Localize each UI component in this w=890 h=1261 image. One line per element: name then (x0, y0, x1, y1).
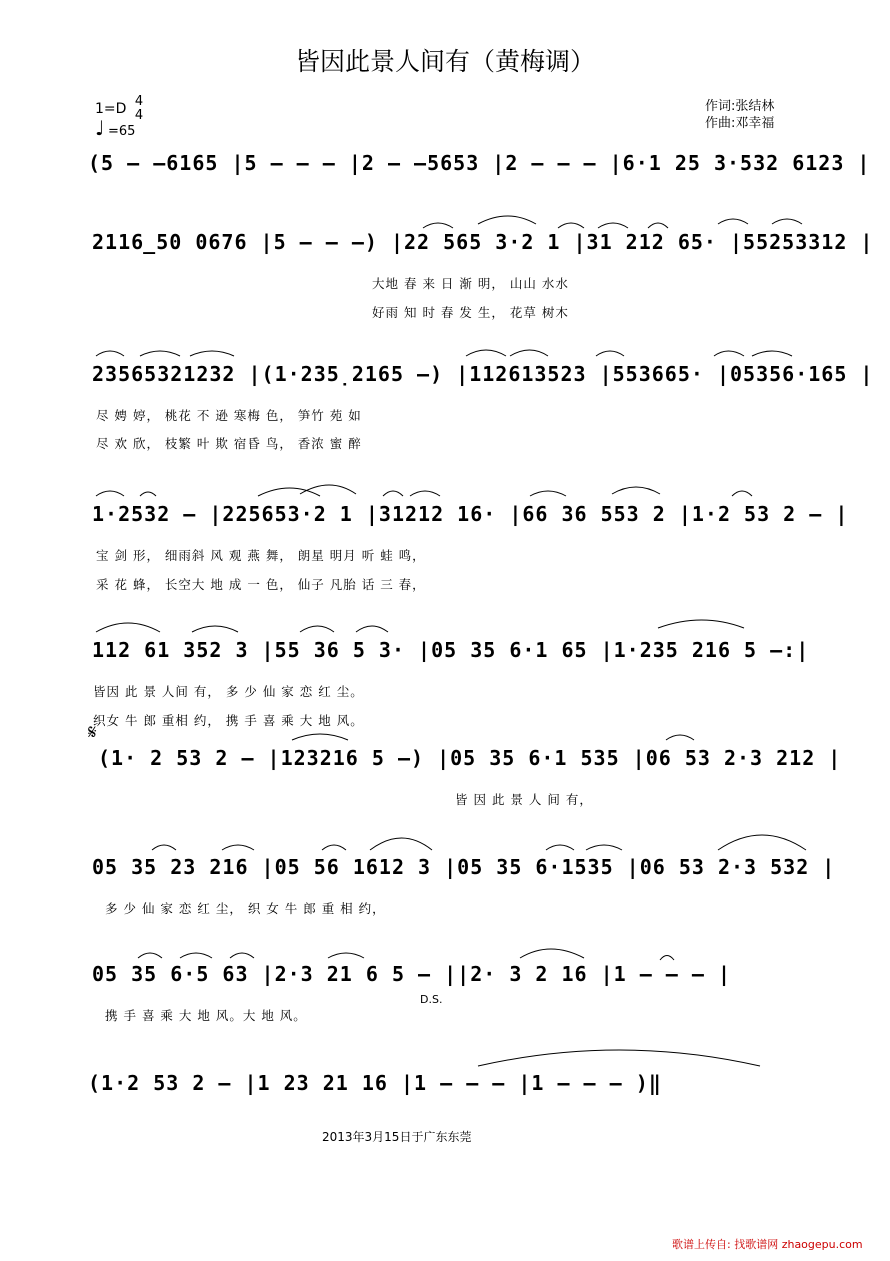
slur (772, 219, 802, 224)
time-bottom: 4 (134, 108, 144, 123)
score-row-5: 112 61 352 3 |55 36 5 3· |05 35 6·1 65 |1·235 216 5 –:| (92, 638, 810, 662)
slur (478, 216, 536, 224)
slur (96, 351, 124, 356)
slur (292, 734, 348, 740)
score-row-3: 23565321232 |(1·235̣2165 –) |112613523 |553665· |05356·165 | (92, 362, 874, 386)
slur (510, 350, 548, 356)
fermata (660, 956, 674, 961)
lyricist: 作词:张结林 (705, 99, 775, 114)
ds-mark: D.S. (420, 993, 443, 1006)
slur (180, 953, 212, 958)
slur (230, 953, 254, 958)
slur (598, 223, 628, 228)
slur (612, 487, 660, 494)
slur (383, 491, 403, 496)
lyric-row-7: 多 少 仙 家 恋 红 尘， 织 女 牛 郎 重 相 约， (105, 901, 386, 916)
lyric-row-3-verse-2: 尽 欢 欣， 枝繁 叶 欺 宿昏 鸟， 香浓 蜜 醉 (96, 436, 362, 451)
slur (586, 845, 622, 850)
slur (478, 1050, 760, 1066)
score-row-4: 1·2532 – |225653·2 1 |31212 16· |66 36 553 2 |1·2 53 2 – | (92, 502, 849, 526)
slur (546, 845, 574, 850)
slur (666, 735, 694, 740)
lyric-row-4-verse-1: 宝 剑 形， 细雨斜 风 观 燕 舞， 朗星 明月 听 蛙 鸣， (96, 548, 426, 563)
lyric-row-8: 携 手 喜 乘 大 地 风。大 地 风。 (105, 1008, 307, 1023)
slur (370, 838, 432, 850)
page-title: 皆因此景人间有（黄梅调） (294, 47, 595, 76)
score-row-2: 2116̲50 0676 |5 – – –) |22 565 3·2 1 |31 212 65· |55253312 | (92, 230, 874, 254)
source-note: 歌谱上传自: 找歌谱网 zhaogepu.com (672, 1238, 863, 1251)
slur (648, 223, 668, 228)
slur (466, 350, 506, 356)
slur (190, 351, 234, 356)
slur (732, 491, 752, 496)
slur (328, 953, 364, 958)
slur (96, 623, 160, 632)
lyric-row-3-verse-1: 尽 娉 婷， 桃花 不 逊 寒梅 色， 笋竹 苑 如 (96, 408, 362, 423)
slur (356, 626, 388, 632)
slur (530, 491, 566, 496)
slur (96, 491, 124, 496)
score-row-1: (5 – –6165 |5 – – – |2 – –5653 |2 – – – |6·1 25 3·532 6123 | (88, 151, 871, 175)
date-note: 2013年3月15日于广东东莞 (322, 1130, 472, 1144)
slur (222, 845, 254, 850)
slur (300, 485, 356, 494)
lyric-row-6: 皆 因 此 景 人 间 有， (455, 792, 593, 807)
score-row-7: 05 35 23 216 |05 56 1612 3 |05 35 6·1535 |06 53 2·3 532 | (92, 855, 836, 879)
slur (558, 223, 584, 228)
slur (140, 351, 180, 356)
slur (658, 620, 744, 628)
score-row-8: 05 35 6·5 63 |2·3 21 6 5 – ||2· 3 2 16 |1 – – – | (92, 962, 732, 986)
slur (752, 351, 792, 356)
lyric-row-2-verse-1: 大地 春 来 日 渐 明， 山山 水水 (372, 276, 569, 291)
slur (423, 223, 453, 228)
composer: 作曲:邓幸福 (705, 116, 775, 131)
score-row-9: (1·2 53 2 – |1 23 21 16 |1 – – – |1 – – – )‖ (88, 1071, 662, 1095)
lyric-row-5-verse-1: 皆因 此 景 人间 有， 多 少 仙 家 恋 红 尘。 (93, 684, 364, 699)
slur (192, 626, 238, 632)
slur (322, 845, 346, 850)
slur (718, 835, 806, 850)
slur (152, 845, 176, 850)
time-top: 4 (134, 94, 144, 109)
quarter-note-icon: ♩ (95, 116, 105, 140)
slur (140, 492, 156, 496)
score-row-6: (1· 2 53 2 – |123216 5 –) |05 35 6·1 535 |06 53 2·3 212 | (98, 746, 842, 770)
key-label: 1=D (95, 101, 127, 117)
slur (718, 219, 748, 224)
slur (596, 351, 624, 356)
slur (410, 491, 440, 496)
slur (520, 949, 584, 958)
segno-mark: 𝄋 (88, 720, 97, 744)
slur (138, 953, 162, 958)
lyric-row-5-verse-2: 织女 牛 郎 重相 约， 携 手 喜 乘 大 地 风。 (93, 713, 364, 728)
slur (714, 351, 744, 356)
lyric-row-4-verse-2: 采 花 蜂， 长空大 地 成 一 色， 仙子 凡胎 话 三 春， (96, 577, 426, 592)
slur (300, 626, 334, 632)
lyric-row-2-verse-2: 好雨 知 时 春 发 生， 花草 树木 (372, 305, 569, 320)
tempo-label: =65 (108, 124, 136, 139)
